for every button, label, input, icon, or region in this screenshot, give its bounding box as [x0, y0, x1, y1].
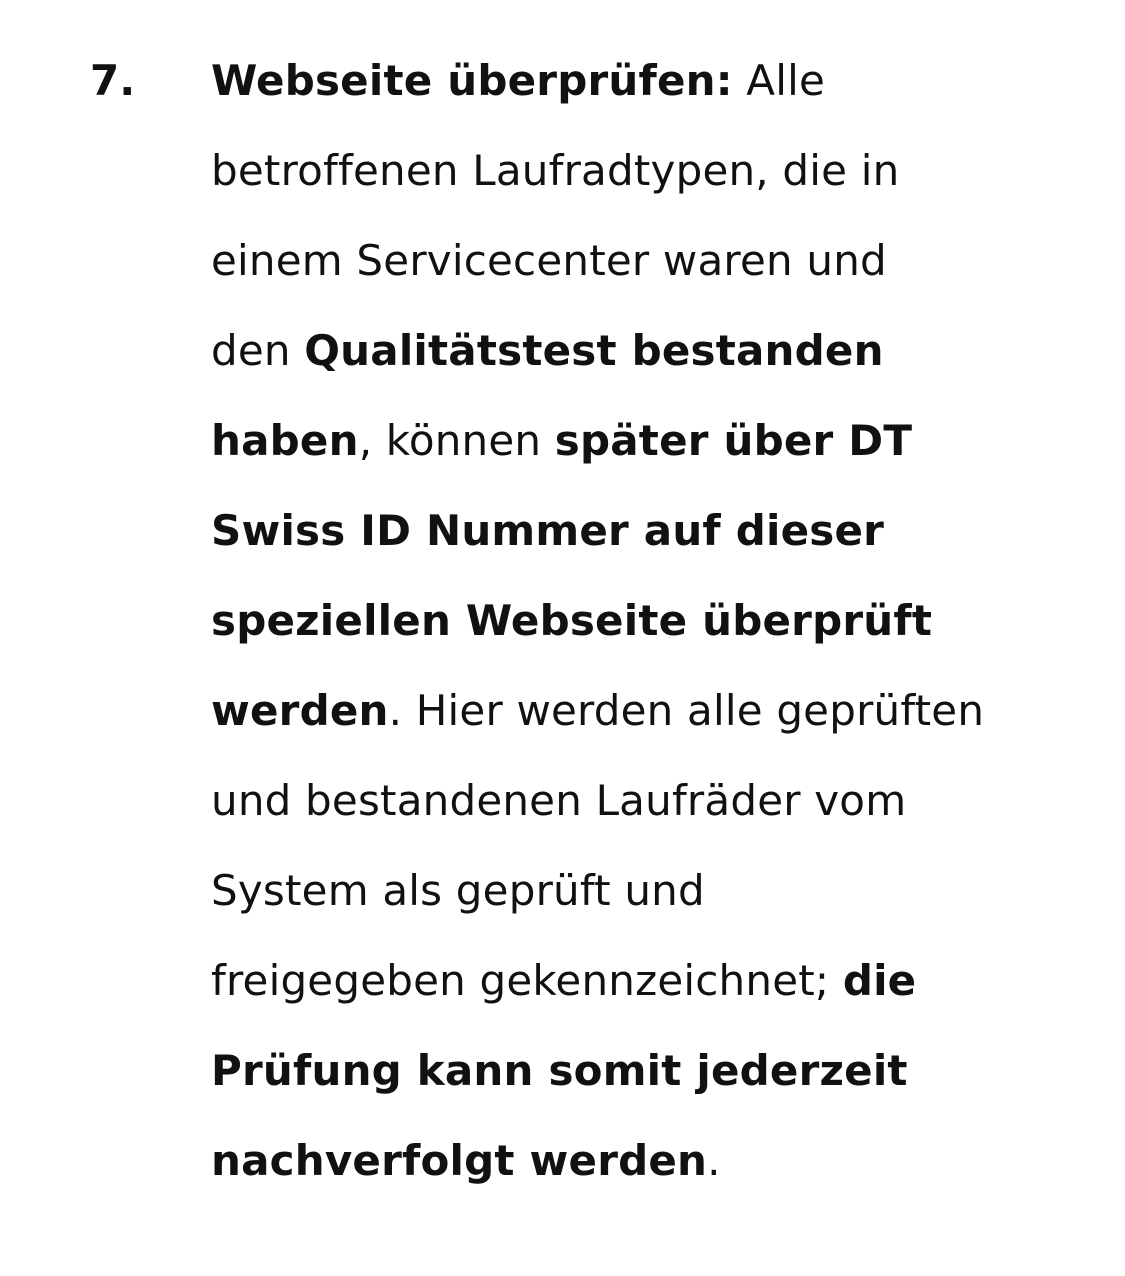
- bold-text-run: speziellen Webseite überprüft: [211, 596, 933, 645]
- text-line: [211, 936, 1091, 1026]
- bold-text-run: Qualitätstest bestanden: [304, 326, 884, 375]
- bold-text-run: nachverfolgt werden: [211, 1136, 708, 1185]
- text-run: einem Servicecenter waren und: [211, 236, 887, 285]
- list-item-text: [211, 36, 1091, 1206]
- text-run: betroffenen Laufradtypen, die in: [211, 146, 900, 195]
- text-run: .: [707, 1136, 721, 1185]
- text-run: . Hier werden alle geprüften: [388, 686, 985, 735]
- text-line: [211, 1026, 1091, 1116]
- text-line: [211, 126, 1091, 216]
- bold-text-run: Webseite überprüfen:: [211, 56, 733, 105]
- text-line: [211, 306, 1091, 396]
- text-line: [211, 666, 1091, 756]
- bold-text-run: Swiss ID Nummer auf dieser: [211, 506, 885, 555]
- list-item-number: 7.: [90, 56, 136, 105]
- bold-text-run: Prüfung kann somit jederzeit: [211, 1046, 908, 1095]
- text-run: Alle: [732, 56, 826, 105]
- text-line: [211, 486, 1091, 576]
- text-line: [211, 36, 1091, 126]
- text-run: und bestandenen Laufräder vom: [211, 776, 907, 825]
- text-run: freigegeben gekennzeichnet;: [211, 956, 843, 1005]
- text-run: , können: [358, 416, 555, 465]
- bold-text-run: später über DT: [554, 416, 913, 465]
- bold-text-run: werden: [211, 686, 389, 735]
- text-run: System als geprüft und: [211, 866, 705, 915]
- text-line: [211, 1116, 1091, 1206]
- text-run: den: [211, 326, 305, 375]
- text-line: [211, 846, 1091, 936]
- bold-text-run: die: [842, 956, 917, 1005]
- text-line: [211, 396, 1091, 486]
- text-line: [211, 576, 1091, 666]
- bold-text-run: haben: [211, 416, 359, 465]
- text-line: [211, 756, 1091, 846]
- text-line: [211, 216, 1091, 306]
